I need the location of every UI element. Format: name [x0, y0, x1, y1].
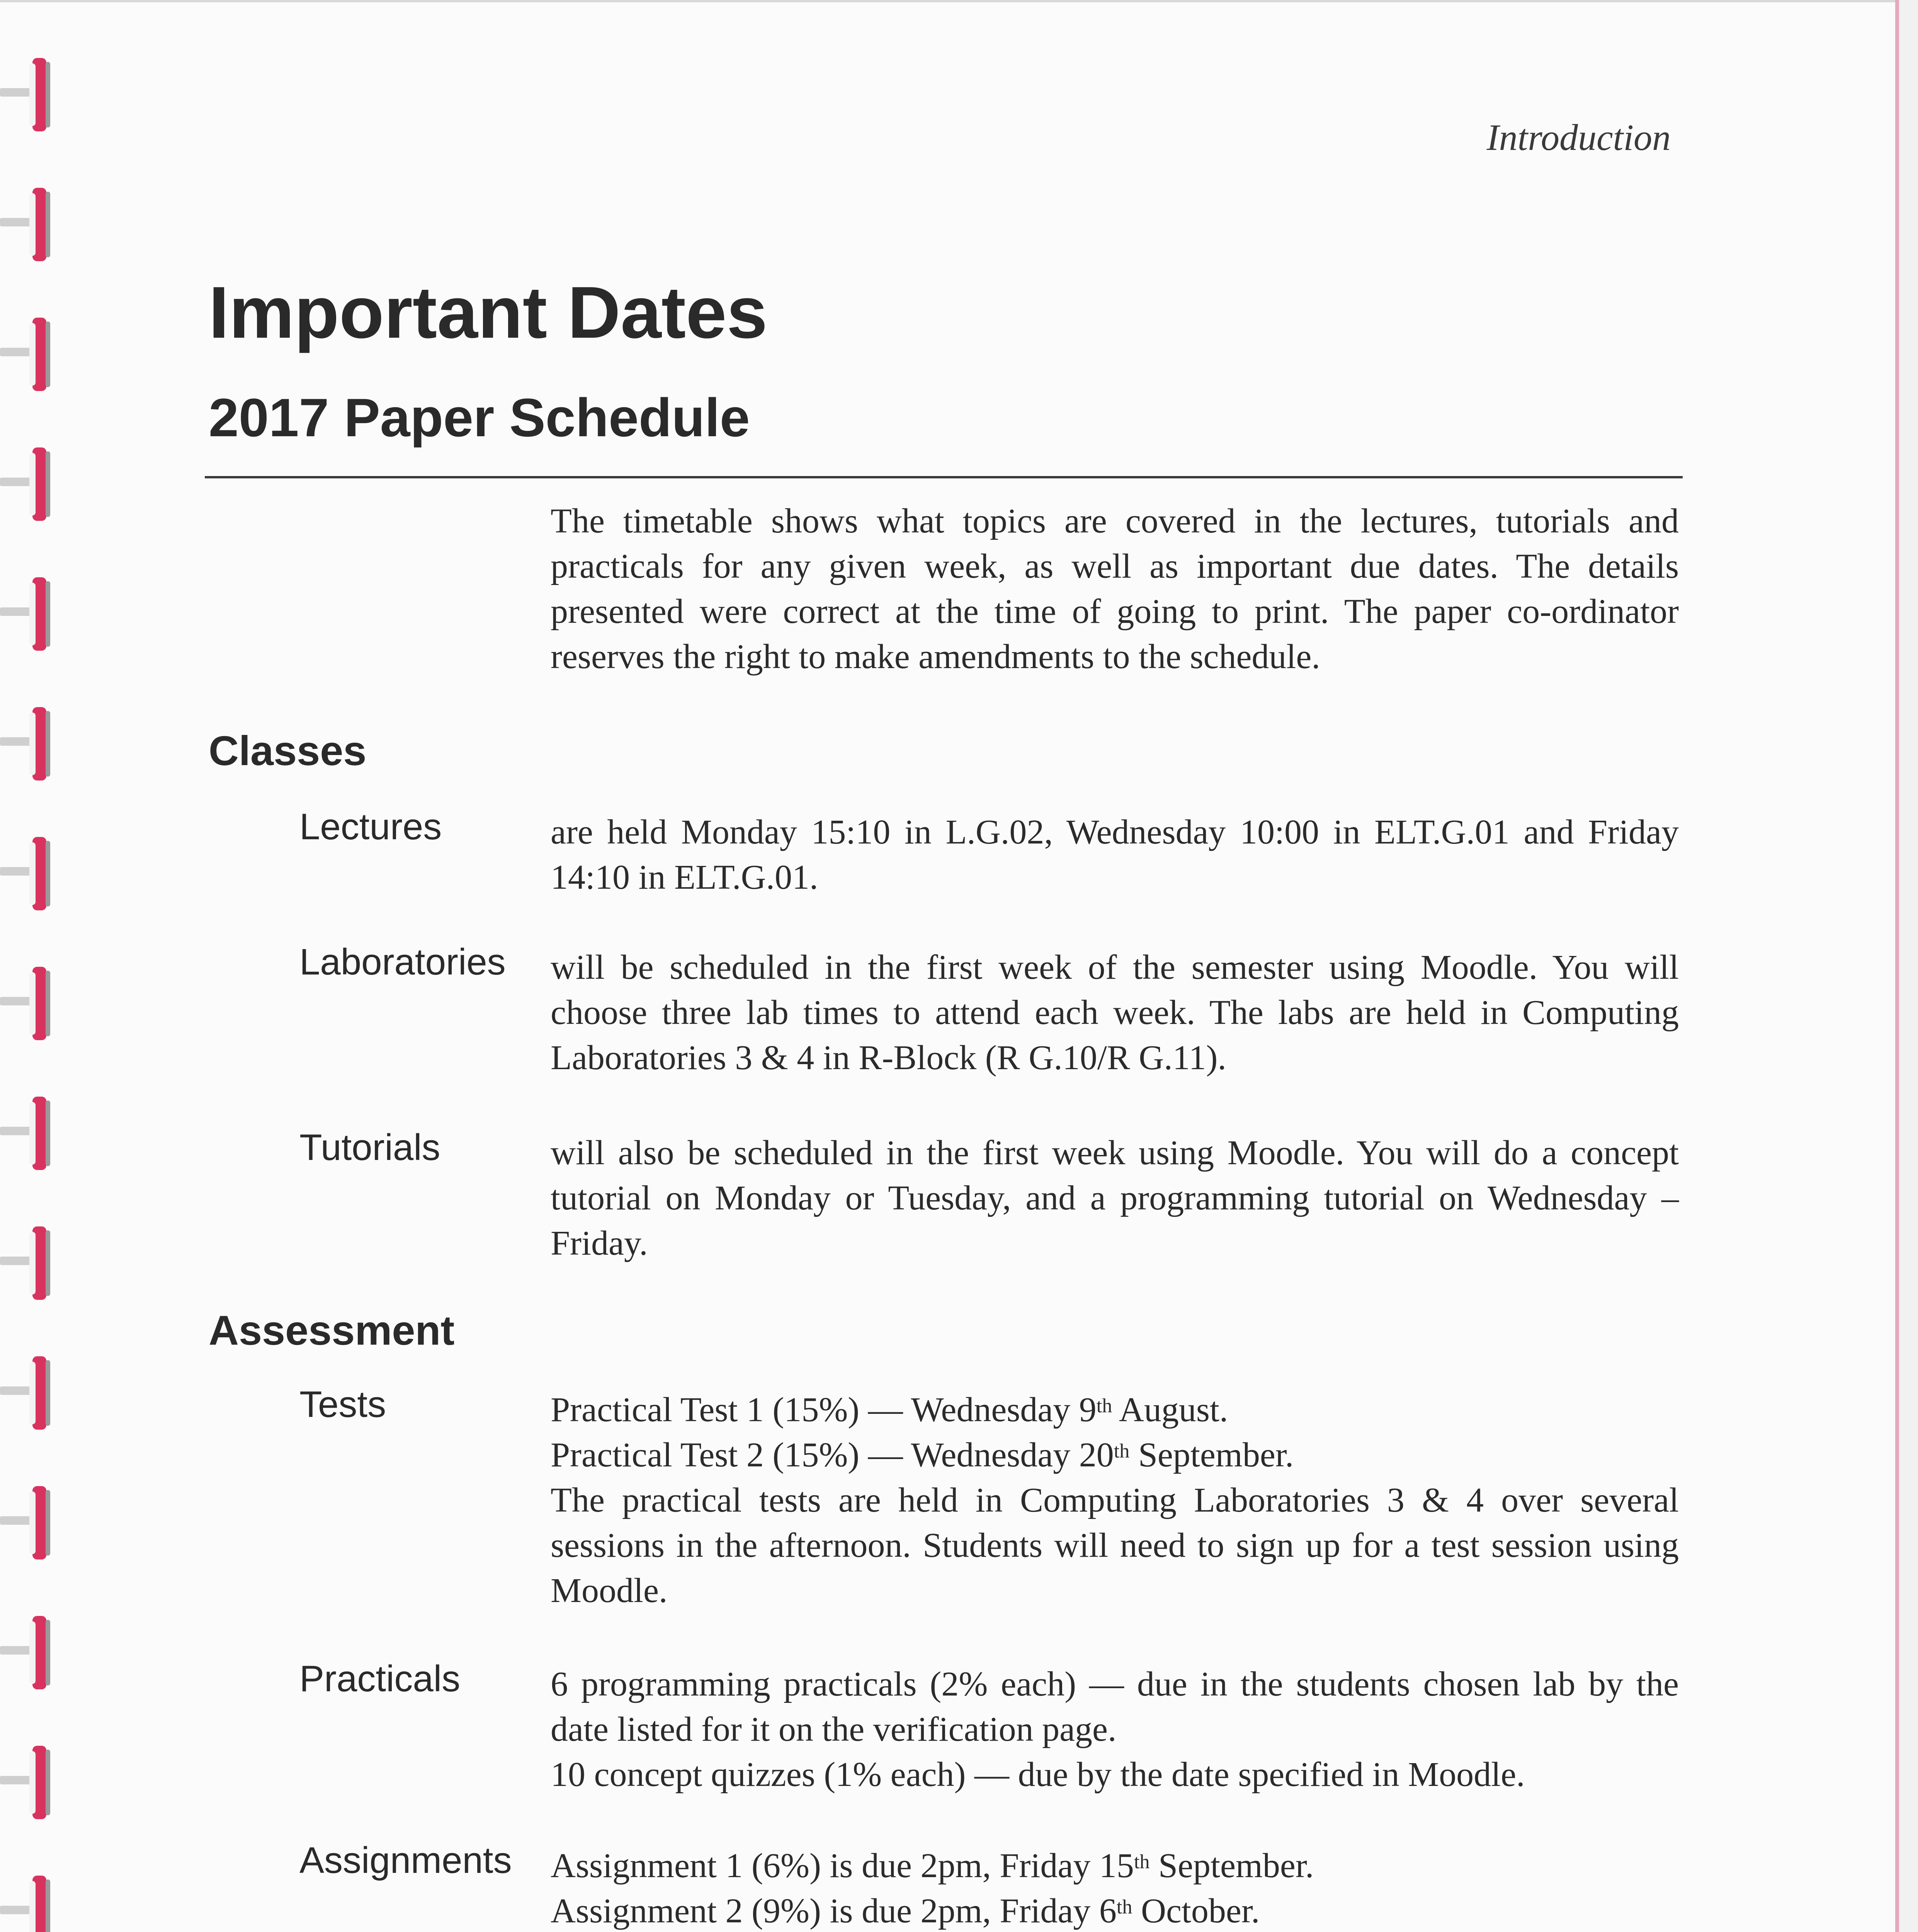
test-1-line: Practical Test 1 (15%) — Wednesday 9th August.: [551, 1391, 1228, 1429]
tests-text: [551, 1387, 1679, 1613]
label-practicals: Practicals: [299, 1658, 461, 1699]
tutorials-text: will also be scheduled in the first week using Moodle. You will do a concept tutorial on Monday or Tuesday, and a programming tutorial on Wednesday – Friday.: [551, 1134, 1679, 1262]
binding-ring: [0, 967, 58, 1040]
running-header: Introduction: [1486, 117, 1671, 158]
lectures-text: are held Monday 15:10 in L.G.02, Wednesday 10:00 in ELT.G.01 and Friday 14:10 in ELT.G.01.: [551, 813, 1679, 896]
page-edge-line: [1895, 0, 1899, 1932]
practicals-text: [551, 1662, 1679, 1797]
label-assignments: Assignments: [299, 1840, 512, 1881]
binding-ring: [0, 58, 58, 131]
laboratories-text: will be scheduled in the first week of the semester using Moodle. You will choose three lab times to attend each week. The labs are held in Computing Laboratories 3 & 4 in R-Block (R G.10/R G.11).: [551, 948, 1679, 1077]
binding-ring: [0, 447, 58, 521]
assignment-2-line: Assignment 2 (9%) is due 2pm, Friday 6th October.: [551, 1892, 1260, 1930]
page-title: Important Dates: [209, 272, 768, 354]
section-heading-assessment: Assessment: [209, 1307, 455, 1354]
test-2-line: Practical Test 2 (15%) — Wednesday 20th September.: [551, 1436, 1294, 1474]
binding-ring: [0, 1616, 58, 1689]
binding-ring: [0, 188, 58, 261]
intro-paragraph: The timetable shows what topics are covered in the lectures, tutorials and practicals for any given week, as well as important due dates. The details presented were correct at the time of going to print. The paper co-ordinator reserves the right to make amendments to the schedule.: [551, 502, 1679, 676]
tests-note: The practical tests are held in Computing Laboratories 3 & 4 over several sessions in the afternoon. Students will need to sign up for a test session using Moodle.: [551, 1481, 1679, 1610]
page-subtitle: 2017 Paper Schedule: [209, 387, 750, 448]
binding-ring: [0, 577, 58, 651]
page-top-edge: [0, 0, 1918, 2]
assignments-text: [551, 1843, 1679, 1932]
label-tutorials: Tutorials: [299, 1127, 440, 1168]
label-lectures: Lectures: [299, 806, 442, 847]
binding-ring: [0, 707, 58, 781]
assignment-1-line: Assignment 1 (6%) is due 2pm, Friday 15th September.: [551, 1847, 1314, 1885]
binding-ring: [0, 1356, 58, 1430]
binding-ring: [0, 1486, 58, 1560]
binding-ring: [0, 1226, 58, 1300]
practicals-line-1: 6 programming practicals (2% each) — due in the students chosen lab by the date listed for it on the verification page.: [551, 1665, 1679, 1748]
binding-ring: [0, 1746, 58, 1819]
label-tests: Tests: [299, 1384, 386, 1425]
practicals-line-2: 10 concept quizzes (1% each) — due by the date specified in Moodle.: [551, 1755, 1525, 1794]
binding-ring: [0, 318, 58, 391]
binding-ring: [0, 1876, 58, 1932]
section-heading-classes: Classes: [209, 727, 367, 774]
label-laboratories: Laboratories: [299, 941, 506, 983]
binding-ring: [0, 837, 58, 910]
binding-ring: [0, 1097, 58, 1170]
title-rule: [205, 476, 1683, 478]
